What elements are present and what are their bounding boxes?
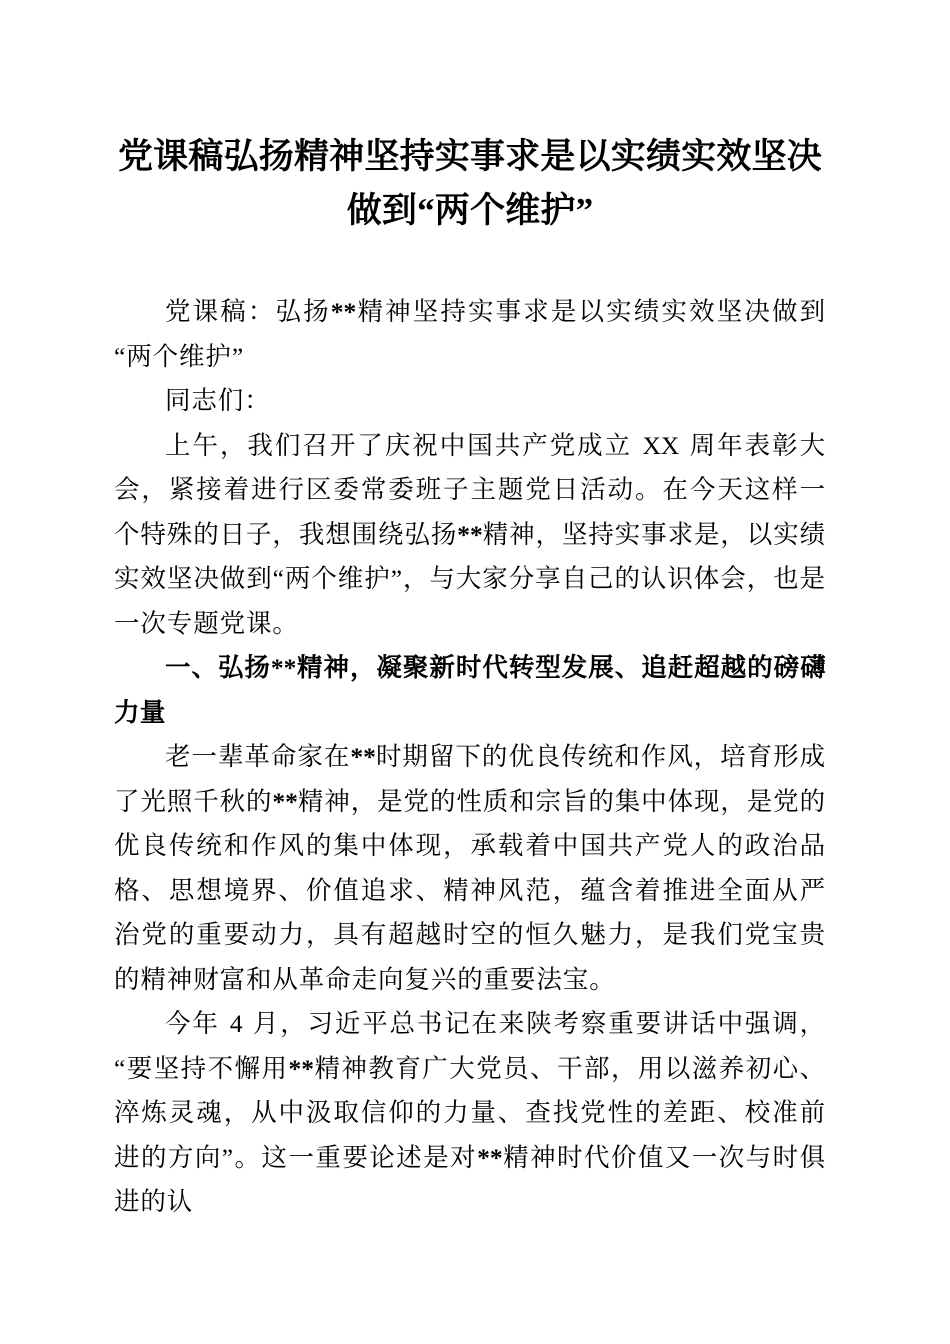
section-heading-one: 一、弘扬**精神，凝聚新时代转型发展、追赶超越的磅礴力量 — [114, 653, 826, 727]
redaction-asterisks: ** — [350, 742, 376, 771]
spirit-tradition-paragraph: 老一辈革命家在**时期留下的优良传统和作风，培育形成了光照千秋的**精神，是党的性质和宗旨的集中体现，是党的优良传统和作风的集中体现，承载着中国共产党人的政治品格、思想境界、价值追求、精神风范，蕴含着推进全面从严治党的重要动力，具有超越时空的恒久魅力，是我们党宝贵的精神财富和从革命走向复兴的重要法宝。 — [114, 742, 826, 994]
page-title — [114, 0, 826, 238]
document-content — [114, 290, 826, 1225]
redaction-asterisks: ** — [477, 1142, 503, 1172]
title-spacer — [114, 238, 826, 290]
redaction-asterisks: ** — [330, 297, 357, 326]
subtitle-paragraph: 党课稿：弘扬**精神坚持实事求是以实绩实效坚决做到“两个维护” — [114, 297, 826, 371]
redaction-asterisks: ** — [288, 1053, 314, 1083]
quote-paragraph: 今年 4 月，习近平总书记在来陕考察重要讲话中强调，“要坚持不懈用**精神教育广大党员、干部，用以滋养初心、淬炼灵魂，从中汲取信仰的力量、查找党性的差距、校准前进的方向”。这一重要论述是对**精神时代价值又一次与时俱进的认 — [114, 1009, 826, 1216]
page-title-line-2: 做到“两个维护” — [346, 191, 594, 230]
latin-run: 4 — [229, 1009, 243, 1038]
opening-paragraph: 上午，我们召开了庆祝中国共产党成立 XX 周年表彰大会，紧接着进行区委常委班子主题党日活动。在今天这样一个特殊的日子，我想围绕弘扬**精神，坚持实事求是，以实绩实效坚决做到“两个维护”，与大家分享自己的认识体会，也是一次专题党课。 — [114, 430, 826, 638]
latin-run: XX — [642, 430, 680, 460]
page-title-line-1: 党课稿弘扬精神坚持实事求是以实绩实效坚决 — [117, 137, 822, 176]
redaction-asterisks: ** — [272, 786, 298, 816]
redaction-asterisks: ** — [270, 653, 297, 682]
redaction-asterisks: ** — [457, 519, 483, 549]
salutation-paragraph: 同志们： — [165, 386, 271, 415]
document-body — [114, 0, 826, 1225]
